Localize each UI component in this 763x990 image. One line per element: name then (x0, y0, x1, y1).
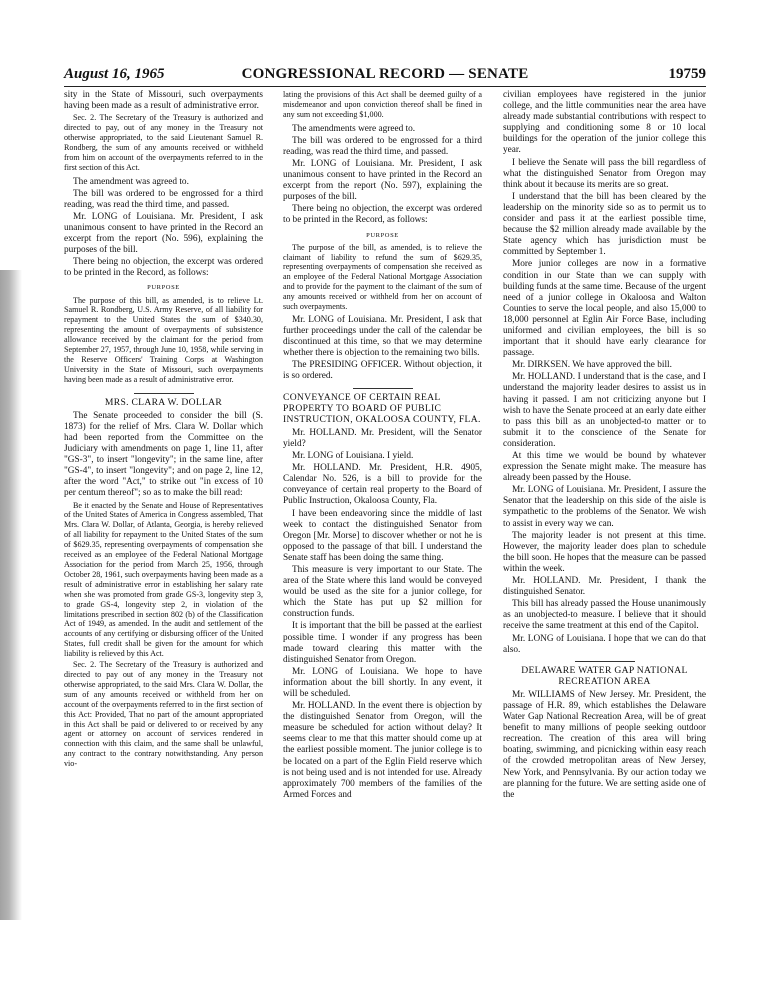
purpose-heading: PURPOSE (147, 284, 180, 292)
section-heading: DELAWARE WATER GAP NATIONAL RECREATION AREA (521, 664, 688, 687)
divider (134, 393, 194, 394)
paragraph: The PRESIDING OFFICER. Without objection, it is so ordered. (283, 360, 482, 382)
header-title: CONGRESSIONAL RECORD — SENATE (241, 66, 529, 82)
paragraph: Mr. LONG of Louisiana. Mr. President, I ask that further proceedings under the call of the calendar be discontinued at this time, so that we may determine whether there is objection to the remaining two bills. (283, 315, 482, 359)
paragraph: The bill was ordered to be engrossed for a third reading, was read the third time, and passed. (64, 188, 263, 210)
page-header (64, 66, 706, 87)
paragraph: Mr. LONG of Louisiana. I yield. (292, 451, 414, 462)
paragraph: More junior colleges are now in a formative condition in our State than we can supply with building funds at the same time. Because of the urgent need of a junior college in Okaloosa and Walton Counties to serve the local people, and also 15,000 to 18,000 personnel at Eglin Air Force Base, including uniformed and civilian employees, the bill is so important that it should have early clearance for passage. (503, 259, 706, 359)
paragraph: I believe the Senate will pass the bill regardless of what the distinguished Senator from Oregon may think about it because its merits are so great. (503, 157, 706, 190)
paragraph: The Senate proceeded to consider the bill (S. 1873) for the relief of Mrs. Clara W. Dollar which had been reported from the Committee on the Judiciary with amendments on page 1, line 11, after "GS-3", to insert "longevity"; in the same line, after "GS-4", to insert "longevity"; and on page 2, line 12, after the word "Act," to strike out "in excess of 10 per centum thereof"; so as to make the bill read: (64, 410, 263, 499)
paragraph: Mr. LONG of Louisiana. Mr. President, I ask unanimous consent to have printed in the Record an excerpt from the report (No. 596), explaining the purposes of the bill. (64, 211, 263, 256)
paragraph: The bill was ordered to be engrossed for a third reading, was read the third time, and passed. (283, 135, 482, 157)
paragraph: Mr. HOLLAND. Mr. President, H.R. 4905, Calendar No. 526, is a bill to provide for the conveyance of certain real property to the Board of Public Instruction, Okaloosa County, Fla. (283, 463, 482, 507)
section-heading: MRS. CLARA W. DOLLAR (104, 396, 223, 408)
scan-edge-shadow (0, 270, 22, 920)
paragraph: Mr. DIRKSEN. We have approved the bill. (512, 360, 672, 371)
paragraph: The amendment was agreed to. (73, 176, 189, 187)
divider (575, 661, 635, 662)
paragraph: This measure is very important to our State. The area of the State where this land would be conveyed would be used as the site for a junior college, for which the State has put up $2 million for construction funds. (283, 564, 482, 620)
paragraph: sity in the State of Missouri, such overpayments having been made as a result of administrative error. (64, 90, 263, 112)
paragraph: Mr. LONG of Louisiana. Mr. President, I ask unanimous consent to have printed in the Record an excerpt from the report (No. 597), explaining the purposes of the bill. (283, 159, 482, 203)
paragraph: Mr. LONG of Louisiana. I hope that we can do that also. (503, 633, 706, 655)
header-date: August 16, 1965 (64, 66, 165, 82)
paragraph: Mr. HOLLAND. In the event there is objection by the distinguished Senator from Oregon, will the measure be scheduled for action without delay? It seems clear to me that this matter should come up at the earliest possible moment. The junior college is to be located on a part of the Eglin Field reserve which is not being used and is not intended for use. Already approximately 700 members of the families of the Armed Forces and (283, 701, 482, 800)
column-2 (283, 90, 482, 802)
paragraph: The majority leader is not present at this time. However, the majority leader does plan to schedule the bill soon. He hopes that the measure can be passed within the week. (503, 530, 706, 574)
column-1 (64, 90, 263, 770)
paragraph: It is important that the bill be passed at the earliest possible time. I wonder if any progress has been made toward clearing this matter with the distinguished Senator from Oregon. (283, 621, 482, 665)
paragraph: The purpose of this bill, as amended, is to relieve Lt. Samuel R. Rondberg, U.S. Army Reserve, of all liability for repayment to the United States the sum of $340.30, representing the amount of overpayments of subsistence allowance received by the claimant for the period from September 27, 1957, through June 10, 1958, while serving in the Reserve Officers' Training Corps at Washington University in the State of Missouri, such overpayments having been made as a result of administrative error. (64, 295, 263, 384)
paragraph: The purpose of the bill, as amended, is to relieve the claimant of liability to refund the sum of $629.35, representing overpayments of compensation she received as an employee of the Federal National Mortgage Association and to provide for the payment to the claimant of the sum of any amounts received or withheld from her on account of such overpayments. (283, 242, 482, 312)
purpose-heading: PURPOSE (366, 231, 399, 239)
paragraph: At this time we would be bound by whatever expression the Senate might make. The measure has already been passed by the House. (503, 451, 706, 484)
paragraph: There being no objection, the excerpt was ordered to be printed in the Record, as follows: (283, 204, 482, 226)
paragraph: Sec. 2. The Secretary of the Treasury is authorized and directed to pay out of any money in the Treasury not otherwise appropriated, to the said Mrs. Clara W. Dollar, the sum of any amounts received or withheld from her on account of the overpayments referred to in the first section of this Act: Provided, That no part of the amount appropriated in this Act shall be paid or delivered to or received by any agent or attorney on account of services rendered in connection with this claim, and the same shall be unlawful, any contract to the contrary notwithstanding. Any person vio- (64, 660, 263, 769)
paragraph: Mr. LONG of Louisiana. We hope to have information about the bill shortly. In any event, it will be scheduled. (283, 666, 482, 699)
paragraph: Mr. HOLLAND. I understand that is the case, and I understand the majority leader desires to assist us in having it passed. I am not criticizing anyone but I wish to have the Senate proceed at an early date either to pass this bill as an unobjected-to matter or to submit it to the conscience of the Senate for consideration. (503, 372, 706, 449)
paragraph: Mr. HOLLAND. Mr. President, will the Senator yield? (283, 427, 482, 449)
paragraph: Mr. LONG of Louisiana. Mr. President, I assure the Senator that the leadership on this side of the aisle is sympathetic to the problems of the Senator. We wish to assist in every way we can. (503, 485, 706, 529)
paragraph: This bill has already passed the House unanimously as an unobjected-to measure. I believe that it should receive the same treatment at this end of the Capitol. (503, 599, 706, 632)
paragraph: The amendments were agreed to. (292, 123, 416, 134)
section-heading: CONVEYANCE OF CERTAIN REAL PROPERTY TO BOARD OF PUBLIC INSTRUCTION, OKALOOSA COUNTY, FLA. (283, 391, 481, 425)
paragraph: Mr. HOLLAND. Mr. President, I thank the distinguished Senator. (503, 576, 706, 598)
page-number: 19759 (668, 66, 706, 82)
paragraph: Sec. 2. The Secretary of the Treasury is authorized and directed to pay, out of any money in the Treasury not otherwise appropriated, to the said Lieutenant Samuel R. Rondberg, the sum of any amounts received or withheld from him on account of the overpayments referred to in the first section of this Act. (64, 113, 263, 172)
paragraph: civilian employees have registered in the junior college, and the little communities near the area have already made substantial contributions with respect to supplying and conditioning some 8 or 10 local buildings for the operation of the junior college this year. (503, 90, 706, 156)
paragraph: I understand that the bill has been cleared by the leadership on the minority side so as to permit us to consider and pass it at the earliest possible time, because the $2 million already made available by the State agency which has jurisdiction must be committed by September 1. (503, 191, 706, 258)
paragraph: Be it enacted by the Senate and House of Representatives of the United States of America in Congress assembled, That Mrs. Clara W. Dollar, of Atlanta, Georgia, is hereby relieved of all liability for repayment to the United States of the sum of $629.35, representing overpayments of compensation she received as an employee of the Federal National Mortgage Association for the period from March 25, 1956, through October 28, 1961, such overpayments having been made as a result of administrative error in establishing her salary rate when she was promoted from grade GS-3, longevity step 3, to grade GS-4, longevity step 2, in violation of the limitations prescribed in section 802 (b) of the Classification Act of 1949, as amended. In the audit and settlement of the accounts of any certifying or disbursing officer of the United States, full credit shall be given for the amount for which liability is relieved by this Act. (64, 500, 263, 659)
paragraph: lating the provisions of this Act shall be deemed guilty of a misdemeanor and upon conviction thereof shall be fined in any sum not exceeding $1,000. (283, 90, 482, 119)
paragraph: There being no objection, the excerpt was ordered to be printed in the Record, as follows: (64, 257, 263, 279)
divider (353, 388, 413, 389)
column-3 (503, 90, 706, 802)
paragraph: I have been endeavoring since the middle of last week to contact the distinguished Senator from Oregon [Mr. Morse] to discover whether or not he is opposed to the passage of that bill. I understand the Senate staff has been doing the same thing. (283, 508, 482, 563)
paragraph: Mr. WILLIAMS of New Jersey. Mr. President, the passage of H.R. 89, which establishes the Delaware Water Gap National Recreation Area, will be of great benefit to many millions of people seeking outdoor recreation. The creation of this area will bring boating, swimming, and picnicking within easy reach of the crowded metropolitan areas of New Jersey, New York, and Pennsylvania. By our action today we are planning for the future. We are setting aside one of the (503, 689, 706, 800)
